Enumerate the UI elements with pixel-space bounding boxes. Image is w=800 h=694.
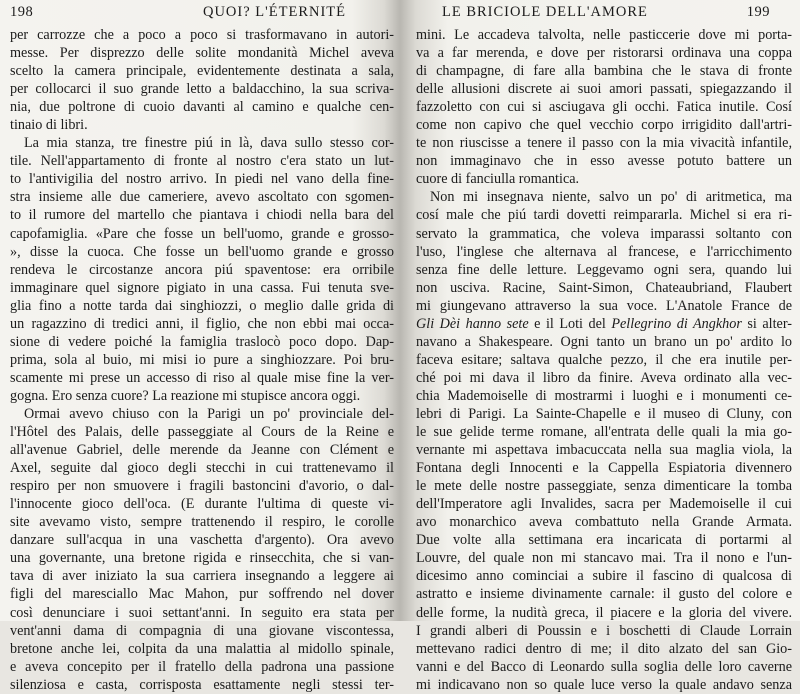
text-line: site avevamo visto, sempre trattenendo il respiro, le corolle — [10, 514, 394, 531]
text-line: servato la grammatica, che voleva imparassi soltanto con — [416, 225, 792, 242]
text-line: nia, due poltrone di cuoio davanti al camino e qualche cen- — [10, 99, 394, 116]
running-head-title-left: QUOI? L'ÉTERNITÉ — [202, 4, 346, 20]
text-line: Non mi insegnava niente, salvo un po' di aritmetica, ma — [430, 189, 792, 206]
text-line: per collocarci il suo grande letto a baldacchino, la sua scriva- — [10, 81, 394, 98]
text-line: mettevano radici dentro di me; il dito alzato del san Gio- — [416, 640, 792, 657]
text-line: glia fino a notte tarda dai singhiozzi, o meglio dalle grida di — [10, 297, 394, 314]
running-head-title-right: LE BRICIOLE DELL'AMORE — [442, 4, 648, 20]
text-line: chia Mademoiselle di mostrarmi i luoghi e i monumenti ce- — [416, 387, 792, 404]
left-page-text — [10, 26, 394, 694]
text-line: I grandi alberi di Poussin e i boschetti di Claude Lorrain — [416, 622, 792, 639]
text-line: Fontana degli Innocenti e la Cappella Espiatoria divennero — [416, 460, 792, 477]
text-line: to il rumore del martello che piantava i chiodi nella bara del — [10, 207, 394, 224]
text-line: rendeva le circostanze ancora piú spaventose: era orribile — [10, 261, 394, 278]
text-line: La mia stanza, tre finestre piú in là, dava sullo stesso cor- — [24, 135, 394, 152]
text-line: Due volte alla settimana era incaricata di portarmi al — [416, 532, 792, 549]
text-line: lebri di Parigi. La Sainte-Chapelle e il museo di Cluny, con — [416, 405, 792, 422]
text-line: messe. Per disprezzo delle solite mondanità Michel aveva — [10, 45, 394, 62]
text-line: vernante mi aspettava imbacuccata nella sua maglia viola, la — [416, 442, 792, 459]
text-line: bretone anche lei, colpita da una malattia al midollo spinale, — [10, 640, 394, 657]
text-line: Gli Dèi hanno sete e il Loti del Pellegrino di Angkhor si alter- — [416, 315, 793, 332]
page-number-right: 199 — [746, 4, 770, 20]
text-line: scamente mi prese un accesso di riso al quale mise fine la ver- — [10, 369, 394, 386]
text-line: mini. Le accadeva talvolta, nelle pasticcerie dove mi porta- — [416, 27, 792, 43]
text-line: astratto e insieme divinamente carnale: il gusto del colore e — [416, 586, 792, 603]
text-line: le mete delle nostre passeggiate, senza dimenticare la tomba — [416, 478, 792, 495]
text-line: capofamiglia. «Pare che fosse un bell'uomo, grande e grosso- — [10, 225, 394, 242]
text-line: tile. Nell'appartamento di fronte al nostro c'era stato un lut- — [10, 153, 394, 170]
text-line: le sue gelide terme romane, all'entrata delle quali la mia go- — [416, 424, 792, 441]
text-line: delle forme, la nudità greca, il piacere e la gloria del vivere. — [416, 604, 792, 621]
text-line: per carrozze che a poco a poco si trasformavano in autori- — [10, 27, 394, 43]
text-line: un ragazzino di tredici anni, il figlio, che non ebbi mai occa- — [10, 315, 394, 332]
left-running-head — [10, 4, 394, 24]
text-line: cuore di fanciulla romantica. — [416, 171, 580, 188]
text-line: cosí male che piú tardi dovetti reimpararla. Michel si era ri- — [416, 207, 792, 224]
text-line: scelto la camera principale, evidentemente destinata a sala, — [10, 63, 394, 80]
text-line: l'Hôtel des Palais, delle passeggiate al Cours de la Reine e — [10, 424, 394, 441]
page-number-left: 198 — [10, 4, 34, 20]
text-line: to l'antivigilia del nostro arrivo. In piedi nel vano della fine- — [10, 171, 394, 188]
text-line: Louvre, del quale non mi stancavo mai. Tra il nono e l'un- — [416, 550, 792, 567]
text-line: così denunciare i suoi settant'anni. In seguito era stata per — [10, 604, 394, 621]
text-line: all'avenue Gabriel, delle merende da Jeanne con Clément e — [10, 442, 394, 459]
text-line: fazzoletto con cui si asciugava gli occhi. Fatica inutile. Cosí — [416, 99, 792, 116]
text-line: te non riuscisse a tenere il passo con la mia vivacità infantile, — [416, 135, 792, 152]
text-line: figli del maresciallo Mac Mahon, pur soffrendo nel dover — [10, 586, 394, 603]
text-line: », disse la cuoca. Che fosse un bell'uomo grande e grosso — [10, 243, 394, 260]
text-line: mi giungevano attraverso la sua voce. L'Anatole France de — [416, 297, 792, 314]
text-line: l'uso, l'inglese che alternava al francese, e l'arricchimento — [416, 243, 792, 260]
text-line: dicesimo anno cominciai a subire il fascino di qualcosa di — [416, 568, 792, 585]
text-line: vanni e del Bacco di Leonardo sulla soglia delle loro caverne — [416, 658, 792, 675]
text-line: non usciva. Racine, Saint-Simon, Chateaubriand, Flaubert — [416, 279, 792, 296]
text-line: non immaginavo che in esso avesse potuto battere un — [416, 153, 792, 170]
text-line: va a far merenda, e dove per ristorarsi ordinava una coppa — [416, 45, 792, 62]
text-line: Ormai avevo chiuso con la Parigi un po' provinciale del- — [24, 405, 394, 422]
text-line: faceva esitare; saltava qualche pezzo, il che era inutile per- — [416, 351, 792, 368]
text-line: delle allusioni discrete ai suoi amori passati, spiegazzando il — [416, 81, 792, 98]
text-line: stra insieme alle due cameriere, avevo ascoltato con sgomen- — [10, 189, 394, 206]
text-line: come non capivo che quel vecchio corpo irrigidito dall'artri- — [416, 117, 792, 134]
text-line: prima, sola al buio, mi misi io pure a singhiozzare. Poi bru- — [10, 351, 394, 368]
right-page — [400, 0, 800, 693]
text-line: ché poi mi dava il libro da finire. Aveva ordinato alla vec- — [416, 369, 792, 386]
text-line: e aveva concepito per il fratello della padrona una passione — [10, 658, 394, 675]
text-line: avo monarchico aveva combattuto nella Grande Armata. — [416, 514, 792, 531]
right-running-head — [416, 4, 792, 24]
text-line: vent'anni dama di compagnia di una giovane viscontessa, — [10, 622, 394, 639]
text-line: tava di aver iniziato la sua carriera insegnando a leggere ai — [10, 568, 394, 585]
text-line: dell'Imperatore agli Invalides, sacra per Mademoiselle il cui — [416, 496, 792, 513]
text-line: immaginare quel signore pigiato in una cassa. Fui tenuta sve- — [10, 279, 394, 296]
text-line: respiro per non smuovere i fragili bastoncini d'avorio, o dal- — [10, 478, 394, 495]
text-line: una governante, una bretone rigida e rinsecchita, che si van- — [10, 550, 394, 567]
text-line: gogna. Ero senza cuore? La reazione mi stupisce ancora oggi. — [10, 387, 361, 404]
text-line: navano a Shakespeare. Ogni tanto un brano un po' ardito lo — [416, 333, 792, 350]
text-line: silenziosa e casta, corrisposta esattamente negli stessi ter- — [10, 676, 394, 693]
right-page-text — [416, 26, 792, 694]
text-line: di champagne, di fare alla bambina che le stava di fronte — [416, 63, 792, 80]
text-line: senza fine delle letture. Leggevamo ogni sera, quando lui — [416, 261, 792, 278]
text-line: l'innocente gioco dell'oca. (E durante l'ultima di queste vi- — [10, 496, 394, 513]
left-page — [0, 0, 400, 693]
text-line: tinaio di libri. — [10, 117, 88, 134]
text-line: danzare sull'acqua in una vaschetta d'argento). Ora avevo — [10, 532, 394, 549]
text-line: Axel, seguite dal gioco degli stecchi in cui trattenevamo il — [10, 460, 394, 477]
text-line: sione di vedere poiché la famiglia traslocò poco dopo. Dap- — [10, 333, 394, 350]
text-line: mi indicavano non so quale luce verso la quale andavo senza — [416, 676, 792, 693]
